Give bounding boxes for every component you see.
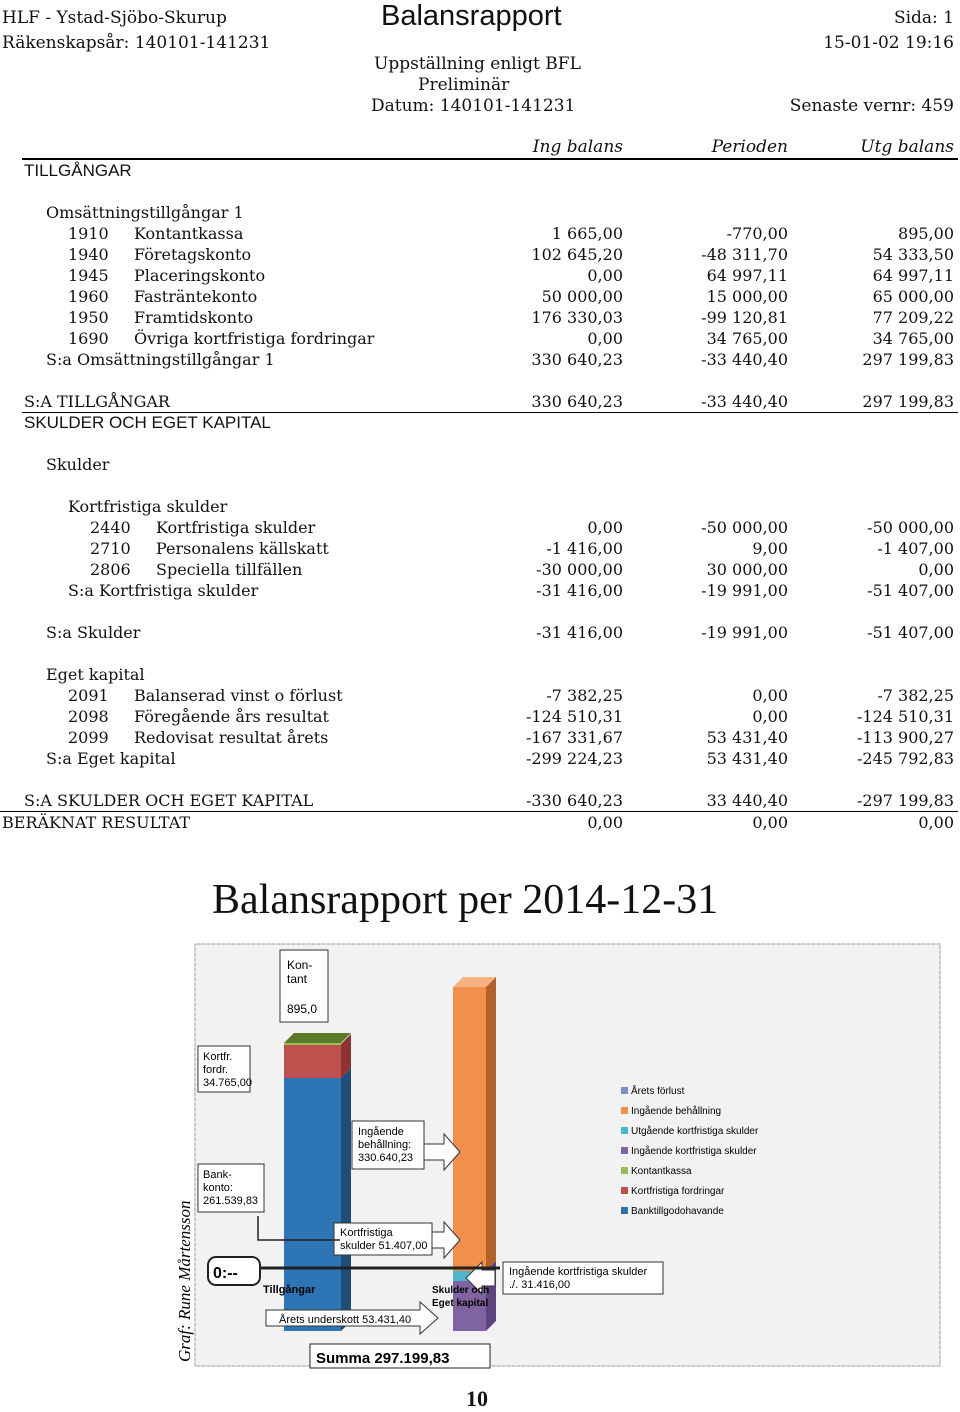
svg-text:skulder 51.407,00: skulder 51.407,00 [340, 1240, 428, 1252]
page-number: 10 [466, 1386, 488, 1411]
legend-label: Ingående kortfristiga skulder [631, 1146, 757, 1157]
svg-text:tant: tant [287, 972, 308, 986]
table-row: 1690 Övriga kortfristiga fordringar 0,00 34 765,00 34 765,00 [68, 329, 954, 348]
total-row: S:A TILLGÅNGAR 330 640,23 -33 440,40 297 199,83 [24, 392, 954, 411]
legend-swatch [621, 1147, 628, 1154]
svg-text:261.539,83: 261.539,83 [203, 1195, 259, 1207]
svg-text:fordr.: fordr. [203, 1064, 229, 1076]
svg-text:34.765,00: 34.765,00 [203, 1077, 252, 1089]
ingaende-side [486, 977, 496, 1271]
callout-kortfr [198, 1046, 252, 1092]
table-row: 1910 Kontantkassa 1 665,00 -770,00 895,00 [68, 224, 954, 243]
summa-label: Summa 297.199,83 [316, 1350, 450, 1367]
table-row: 1960 Fasträntekonto 50 000,00 15 000,00 65 000,00 [68, 287, 954, 306]
assets-group: Omsättningstillgångar 1 [46, 203, 244, 222]
legend-swatch [621, 1187, 628, 1194]
legend-label: Kortfristiga fordringar [631, 1186, 725, 1197]
date-range: Datum: 140101-141231 [371, 96, 576, 116]
svg-text:Kon-: Kon- [287, 958, 313, 972]
ingaende-segment [453, 987, 486, 1271]
col-closing: Utg balans [860, 137, 954, 157]
callout-kontant [280, 950, 328, 1022]
col-period: Perioden [711, 137, 788, 157]
svg-text:./. 31.416,00: ./. 31.416,00 [509, 1279, 571, 1291]
liabilities-subgroup: Kortfristiga skulder [68, 497, 228, 516]
table-row: 2091 Balanserad vinst o förlust -7 382,25 0,00 -7 382,25 [68, 686, 954, 705]
legend-swatch [621, 1167, 628, 1174]
page-indicator: Sida: 1 [893, 8, 954, 28]
axis-label-skulder-1: Skulder och [432, 1285, 490, 1296]
svg-text:Kortfr.: Kortfr. [203, 1051, 233, 1063]
legend-label: Ingående behållning [631, 1106, 722, 1117]
equity-group: Eget kapital [46, 665, 145, 684]
assets-bar-top [284, 1033, 351, 1043]
legend-label: Kontantkassa [631, 1166, 692, 1177]
subtotal-row: S:a Kortfristiga skulder -31 416,00 -19 991,00 -51 407,00 [68, 581, 954, 600]
print-timestamp: 15-01-02 19:16 [823, 33, 954, 53]
svg-text:behållning:: behållning: [358, 1139, 412, 1151]
assets-heading: TILLGÅNGAR [24, 161, 132, 180]
legend-swatch [621, 1127, 628, 1134]
svg-text:konto:: konto: [203, 1182, 233, 1194]
legend-label: Årets förlust [631, 1086, 685, 1097]
callout-ingaende [352, 1121, 424, 1169]
table-row: 2710 Personalens källskatt -1 416,00 9,00 -1 407,00 [90, 539, 954, 558]
svg-text:330.640,23: 330.640,23 [358, 1152, 414, 1164]
svg-text:Ingående: Ingående [358, 1126, 404, 1138]
table-row: 2099 Redovisat resultat årets -167 331,67 53 431,40 -113 900,27 [68, 728, 954, 747]
table-row: 1940 Företagskonto 102 645,20 -48 311,70 54 333,50 [68, 245, 954, 264]
legend-label: Utgående kortfristiga skulder [631, 1126, 759, 1137]
legend-swatch [621, 1107, 628, 1114]
axis-label-skulder-2: Eget kapital [432, 1298, 489, 1309]
col-opening: Ing balans [532, 137, 623, 157]
subtotal-row: S:a Omsättningstillgångar 1 330 640,23 -33 440,40 297 199,83 [46, 350, 954, 369]
svg-text:0:--: 0:-- [213, 1265, 238, 1282]
result-row: BERÄKNAT RESULTAT 0,00 0,00 0,00 [2, 813, 954, 832]
underskott-label: Årets underskott 53.431,40 [279, 1314, 412, 1326]
fordr-segment [284, 1044, 341, 1078]
chart-title: Balansrapport per 2014-12-31 [212, 877, 719, 923]
liabilities-group: Skulder [46, 455, 110, 474]
callout-bank [198, 1164, 264, 1212]
legend-swatch [621, 1087, 628, 1094]
axis-label-tillgangar: Tillgångar [263, 1284, 316, 1296]
subtitle-bfl: Uppställning enligt BFL [374, 54, 581, 74]
kontant-segment [284, 1043, 341, 1045]
legend-label: Banktillgodohavande [631, 1206, 724, 1217]
svg-text:Bank-: Bank- [203, 1169, 232, 1181]
svg-text:Kortfristiga: Kortfristiga [340, 1227, 393, 1239]
fiscal-year: Räkenskapsår: 140101-141231 [2, 33, 271, 53]
table-row: 1950 Framtidskonto 176 330,03 -99 120,81 77 209,22 [68, 308, 954, 327]
callout-ing-kortfr [503, 1262, 663, 1294]
subtotal-row: S:a Skulder -31 416,00 -19 991,00 -51 407,00 [46, 623, 954, 642]
liabilities-heading: SKULDER OCH EGET KAPITAL [24, 413, 271, 432]
table-row: 1945 Placeringskonto 0,00 64 997,11 64 997,11 [68, 266, 954, 285]
svg-text:895,0: 895,0 [287, 1002, 318, 1016]
chart-credit: Graf: Rune Mårtensson [175, 1200, 194, 1362]
subtotal-row: S:a Eget kapital -299 224,23 53 431,40 -245 792,83 [46, 749, 954, 768]
last-voucher: Senaste vernr: 459 [789, 96, 954, 116]
svg-text:Ingående kortfristiga skulder: Ingående kortfristiga skulder [509, 1266, 648, 1278]
callout-kortfr-skulder [334, 1223, 432, 1255]
table-row: 2806 Speciella tillfällen -30 000,00 30 000,00 0,00 [90, 560, 954, 579]
table-row: 2440 Kortfristiga skulder 0,00 -50 000,00 -50 000,00 [90, 518, 954, 537]
bank-segment-side [341, 1068, 351, 1331]
subtitle-preliminary: Preliminär [418, 75, 510, 95]
table-row: 2098 Föregående års resultat -124 510,31 0,00 -124 510,31 [68, 707, 954, 726]
legend-swatch [621, 1207, 628, 1214]
org-name: HLF - Ystad-Sjöbo-Skurup [2, 8, 227, 28]
total-row: S:A SKULDER OCH EGET KAPITAL -330 640,23 33 440,40 -297 199,83 [24, 791, 954, 810]
report-title: Balansrapport [381, 0, 562, 32]
